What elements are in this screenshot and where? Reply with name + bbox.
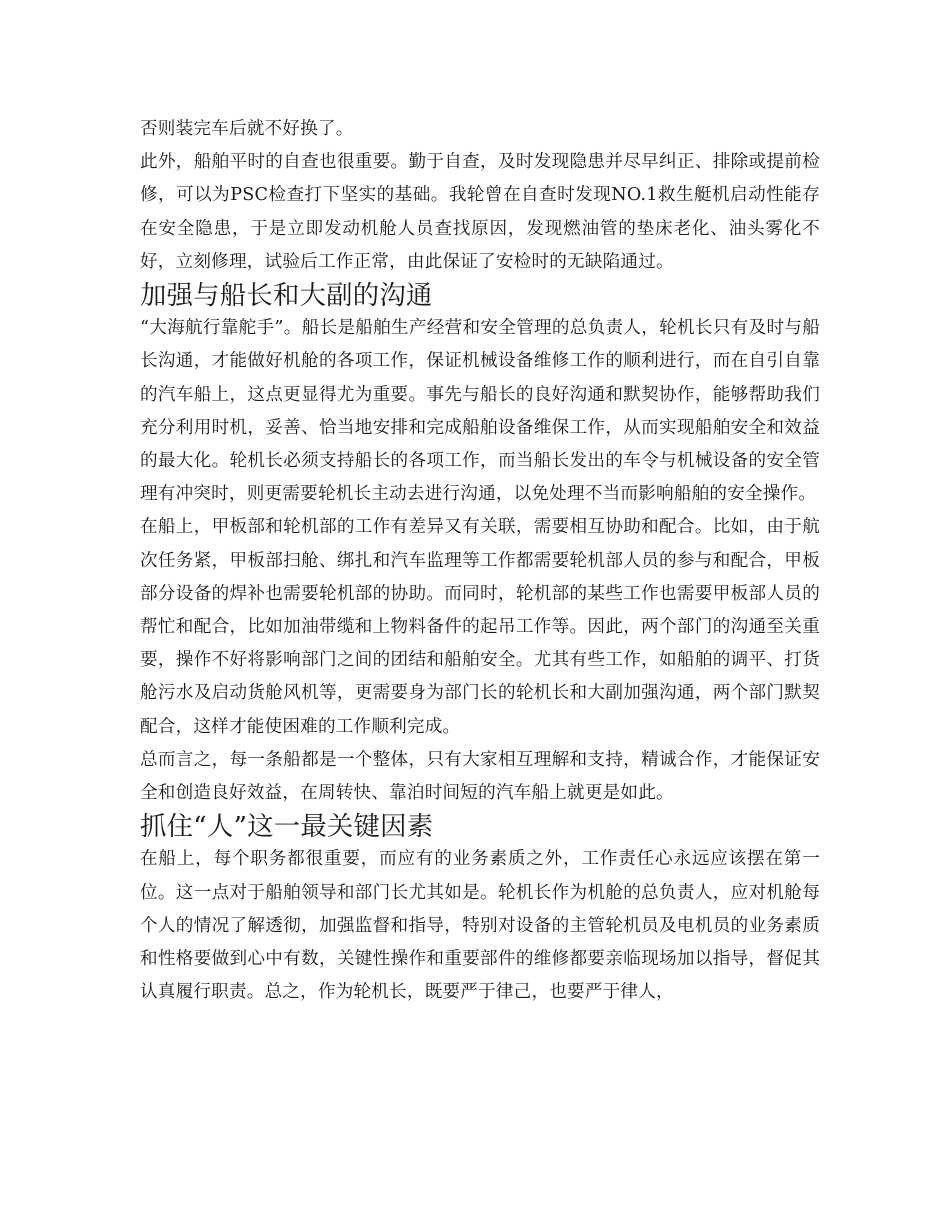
paragraph-responsibility: 在船上，每个职务都很重要，而应有的业务素质之外，工作责任心永远应该摆在第一位。这一点对于船舶领导和部门长尤其如是。轮机长作为机舱的总负责人，应对机舱每个人的情况了解透彻，加强监督和指导，特别对设备的主管轮机员及电机员的业务素质和性格要做到心中有数，关键性操作和重要部件的维修都要亲临现场加以指导，督促其认真履行职责。总之，作为轮机长，既要严于律己，也要严于律人， [140, 849, 820, 1003]
document-body [140, 113, 820, 1009]
paragraph-captain-communication: “大海航行靠舵手”。船长是船舶生产经营和安全管理的总负责人，轮机长只有及时与船长沟通，才能做好机舱的各项工作，保证机械设备维修工作的顺利进行，而在自引自靠的汽车船上，这点更显得尤为重要。事先与船长的良好沟通和默契协作，能够帮助我们充分利用时机，妥善、恰当地安排和完成船舶设备维保工作，从而实现船舶安全和效益的最大化。轮机长必须支持船长的各项工作，而当船长发出的车令与机械设备的安全管理有冲突时，则更需要轮机长主动去进行沟通，以免处理不当而影响船舶的安全操作。 [140, 318, 820, 505]
section-heading-people: 抓住“人”这一最关键因素 [140, 811, 434, 843]
paragraph-continuation: 否则装完车后就不好换了。 [140, 119, 354, 139]
paragraph-self-inspection: 此外，船舶平时的自查也很重要。勤于自查，及时发现隐患并尽早纠正、排除或提前检修，可以为PSC检查打下坚实的基础。我轮曾在自查时发现NO.1救生艇机启动性能存在安全隐患，于是立即发动机舱人员查找原因，发现燃油管的垫床老化、油头雾化不好，立刻修理，试验后工作正常，由此保证了安检时的无缺陷通过。 [140, 152, 820, 272]
paragraph-summary: 总而言之，每一条船都是一个整体，只有大家相互理解和支持，精诚合作，才能保证安全和创造良好效益，在周转快、靠泊时间短的汽车船上就更是如此。 [140, 749, 820, 804]
paragraph-department-cooperation: 在船上，甲板部和轮机部的工作有差异又有关联，需要相互协助和配合。比如，由于航次任务紧，甲板部扫舱、绑扎和汽车监理等工作都需要轮机部人员的参与和配合，甲板部分设备的焊补也需要轮机部的协助。而同时，轮机部的某些工作也需要甲板部人员的帮忙和配合，比如加油带缆和上物料备件的起吊工作等。因此，两个部门的沟通至关重要，操作不好将影响部门之间的团结和船舶安全。尤其有些工作，如船舶的调平、打货舱污水及启动货舱风机等，更需要身为部门长的轮机长和大副加强沟通，两个部门默契配合，这样才能使困难的工作顺利完成。 [140, 517, 820, 737]
section-heading-communication: 加强与船长和大副的沟通 [140, 280, 433, 312]
